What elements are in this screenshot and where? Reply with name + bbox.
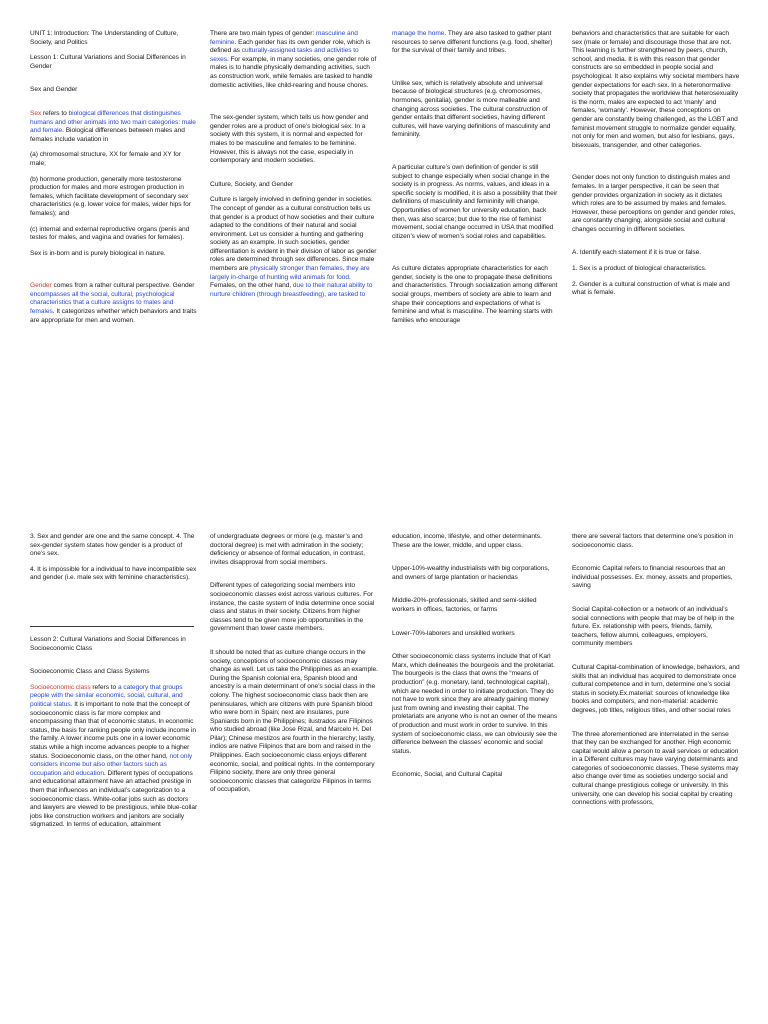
- socialization-paragraph: As culture dictates appropriate characteristics for each gender, society is the one to propagate these definitions and characteristics. Through socialization among different social groups, members of society are able to learn and shape their conceptions and expectations of what is feminine and what is masculine. The learning starts with families who encourage: [392, 265, 558, 324]
- list-item-a: (a) chromosomal structure, XX for female and XY for male;: [30, 151, 181, 167]
- list-item-c: (c) internal and external reproductive organs (penis and testes for males, and vagina and ovaries for females).: [30, 225, 190, 242]
- class-list-intro: education, income, lifestyle, and other determinants. These are the lower, middle, and upper class.: [392, 533, 542, 549]
- middle-class: Middle-20%-professionals, skilled and semi-skilled workers in offices, factories, or farms: [392, 597, 537, 613]
- term-gender: Gender: [30, 282, 52, 290]
- question-2: 2. Gender is a cultural construction of what is male and what is female.: [572, 280, 730, 297]
- interrelated-paragraph: The three aforementioned are interrelated in the sense that they can be exchanged for another. High economic capital would allow a person to avail services or education in a Different cultures may have varying determinants and categories of socioeconomic classes. These systems may also change over time as societies undergo social and cultural change prestigious college or university. In this university, one can develop his social capital by creating connections with professors,: [572, 730, 739, 807]
- caste-paragraph: Different types of categorizing social members into socioeconomic classes exist across various cultures. For instance, the caste system of India determine once social class and status in their society. Citizens from higher classes tend to be given more job opportunities in the government than lower caste members.: [210, 582, 375, 633]
- gender-function-paragraph: Gender does not only function to distinguish males and females. In a larger perspective, it can be seen that gender provides organization in society as it dictates which roles are to be assumed by males and females. However, these perceptions on gender and gender roles, are constantly changing, alongside social and cultural changes occurring in different societies.: [572, 174, 736, 233]
- question-1: 1. Sex is a product of biological characteristics.: [572, 265, 707, 273]
- manage-home-paragraph: manage the home. They are also tasked to gather plant resources to serve different functions (e.g. food, shelter) for the survival of their family and tribes.: [392, 30, 553, 55]
- heteronormative-paragraph: behaviors and characteristics that are suitable for each sex (male or female) and discourage those that are not. This learning is further strengthened by peers, church, school, and media. It is with this reason that gender constructs are so embedded in people social and psychological. It also explains why societal members have gender expectations for each sex. In a heteronormative society that propagates the worldview that heterosexuality is the norm, males are expected to act ‘manly’ and females, ‘womanly’. However, these conceptions on gender are constantly being challenged, as the LGBT and feminist movement struggle to normalize gender equality, not only for men and women, but also for lesbians, gays, bisexuals, transgender, and other categories.: [572, 30, 740, 149]
- section-divider: [30, 626, 194, 627]
- section-heading-capital: Economic, Social, and Cultural Capital: [392, 771, 503, 779]
- economic-capital: Economic Capital refers to financial resources that an individual possesses. Ex. money, assets and properties, saving: [572, 565, 733, 590]
- question-3-4: 3. Sex and gender are one and the same concept. 4. The sex-gender system states how gender is a product of one’s sex.: [30, 533, 195, 558]
- gender-types: There are two main types of gender: masculine and feminine. Each gender has its own gender role, which is defined as culturally-assigned tasks and activities to sexes. For example, in many societies, one gender role of males is to handle physically demanding activities, such as construction work, while females are tasked to handle domestic activities, like child-rearing and house chores.: [210, 30, 377, 89]
- page2-column-2: [210, 533, 378, 802]
- section-heading-class: Socioeconomic Class and Class Systems: [30, 668, 150, 676]
- lower-class: Lower-70%-laborers and unskilled workers: [392, 629, 515, 637]
- marx-paragraph: Other socioeconomic class systems include that of Karl Marx, which delineates the bourgeois and the proletariat. The bourgeois is the class that owns the “means of production” (e.g. monetary, land, technological capital), which are needed in order to initiate production. They do not have to work since they are already gaining money just from owning and investing their capital. The proletariats are anyone who is not an owner of the means of production and must work in order to survive. In this system of socioeconomic class, we can obviously see the difference between the classes’ economic and social status.: [392, 653, 558, 755]
- culture-paragraph: Culture is largely involved in defining gender in societies. The concept of gender as a cultural construction tells us that gender is a product of how societies and their culture adapted to the conditions of their natural and social environment. Let us consider a hunting and gathering society as an example. In such societies, gender differentiation is evident in their division of labor as gender roles are determined through sex differences. Since male members are physically stronger than females, they are largely in-charge of hunting wild animals for food. Females, on the other hand, due to their natural ability to nurture children (through breastfeeding), are tasked to: [210, 196, 377, 298]
- social-change-paragraph: A particular culture’s own definition of gender is still subject to change especially when social change in the society is in progress. As norms, values, and ideas in a specific society is modified, it is also a possibility that their definitions of masculinity and femininity will change. Opportunities of women for university education, back then, was also scarce; but due to the rise of feminist movement, social change occurred in USA that modified citizen’s view of women’s social roles and capabilities.: [392, 163, 558, 240]
- lesson-2-title: Lesson 2: Cultural Variations and Social Differences in Socioeconomic Class: [30, 636, 186, 652]
- page2-column-3: [392, 533, 560, 787]
- page2-column-1-lower: [30, 636, 198, 837]
- list-item-b: (b) hormone production, generally more testosterone production for males and more estrogen production in females, which facilitate development of secondary sex characteristics (e.g. lower voice for males, wider hips for females); and: [30, 175, 191, 217]
- upper-class: Upper-10%-wealthy industrialists with big corporations, and owners of large plantation or haciendas: [392, 565, 550, 581]
- section-heading-culture: Culture, Society, and Gender: [210, 180, 294, 188]
- page2-column-4: [572, 533, 740, 815]
- education-paragraph: of undergraduate degrees or more (e.g. master’s and doctoral degree) is met with admiration in the society; deficiency or absence of formal education, in contrast, invites disapproval from social members.: [210, 533, 365, 566]
- section-heading-sex-gender: Sex and Gender: [30, 86, 78, 94]
- page1-column-3: [392, 30, 560, 332]
- social-capital: Social Capital-collection or a network of an individual’s social connections with people that may be of help in the future. Ex. relationship with peers, friends, family, teachers, fellow alumni, colleagues, employers, community members: [572, 605, 735, 648]
- highlight-sex-def: biological differences that distinguishes humans and other animals into two main categories: male and female.: [30, 109, 196, 135]
- unit-title: UNIT 1: Introduction: The Understanding of Culture, Society, and Politics: [30, 30, 179, 46]
- page1-column-4: [572, 30, 740, 305]
- question-4b: 4. It is impossible for a individual to have incompatible sex and gender (i.e. male sex with feminine characteristics).: [30, 565, 197, 582]
- page1-column-2: [210, 30, 378, 306]
- socioeconomic-definition: Socioeconomic class refers to a category that groups people with the similar economic, social, cultural, and political status. It is important to note that the concept of socioeconomic class is far more complex and encompassing than that of economic status. In economic status, the basis for ranking people only include income in the family. A lower income puts one in a lower economic status while a high income advances people to a higher status. Socioeconomic class, on the other hand, not only considers income but also other factors such as occupation and education. Different types of occupations and educational attainment have an attached prestige in them that influences an individual’s categorization to a socioeconomic class. White-collar jobs such as doctors and lawyers are viewed to be prestigious, while blue-collar jobs like construction workers and janitors are socially stigmatized. In terms of education, attainment: [30, 683, 198, 829]
- philippines-paragraph: It should be noted that as culture change occurs in the society, conceptions of socioeconomic classes may change as well. Let us take the Philippines as an example. During the Spanish colonial era, Spanish blood and ancestry is a main determinant of one’s social class in the colony. The highest socioeconomic class back then are peninsulares, which are citizens with pure Spanish blood who were born in Spain; next are insulares, pure Spaniards born in the Philippines; ilustrados are Filipinos who studied abroad (like Jose Rizal, and Marcelo H. Del Pilar); Chinese mestizos are fourth in the hierarchy; lastly, indios are native Filipinos that are born and raised in the Philippines. Each socioeconomic class enjoys different economic, social, and political rights. In the contemporary Filipino society, there are only three general socioeconomic classes that categorize Filipinos in terms of occupation,: [210, 648, 378, 794]
- lesson-title: Lesson 1: Cultural Variations and Social Differences in Gender: [30, 54, 186, 70]
- term-sex: Sex: [30, 109, 42, 117]
- sex-inborn: Sex is in-born and is purely biological in nature.: [30, 249, 166, 257]
- cultural-capital: Cultural Capital-combination of knowledge, behaviors, and skills that an individual has acquired to demonstrate once cultural competence and in turn, determine one’s social status in society.Ex.material: sources of knowledge like books and computers, and non-material: academic degrees, job titles, religious titles, and other social roles: [572, 663, 740, 714]
- highlight-gender-def: encompasses all the social, cultural, psychological characteristics that a culture assigns to males and females: [30, 290, 175, 316]
- capital-intro: there are several factors that determine one’s position in socioeconomic class.: [572, 533, 734, 549]
- page1-column-1: [30, 30, 198, 332]
- malleable-gender-paragraph: Unlike sex, which is relatively absolute and universal because of biological structures (e.g. chromosomes, hormones, genitalia), gender is more malleable and changing across societies. The cultural construction of gender entails that different societies, having different cultures, will have varying definitions of masculinity and femininity.: [392, 79, 551, 139]
- sex-definition: Sex refers to biological differences that distinguishes humans and other animals into two main categories: male and female. Biological differences between males and females include variation in: [30, 109, 196, 143]
- sex-gender-system: The sex-gender system, which tells us how gender and gender roles are a product of one’s biological sex. In a society with this system, it is normal and expected for males to be masculine and females to be feminine. However, this is always not the case, especially in contemporary and modern societies.: [210, 114, 369, 165]
- activity-instruction: A. Identify each statement if it is true or false.: [572, 249, 702, 257]
- page2-column-1: [30, 533, 198, 590]
- gender-definition: Gender comes from a rather cultural perspective. Gender encompasses all the social, cultural, psychological characteristics that a culture assigns to males and females. It categorizes whether which behaviors and traits are appropriate for men and women.: [30, 282, 197, 324]
